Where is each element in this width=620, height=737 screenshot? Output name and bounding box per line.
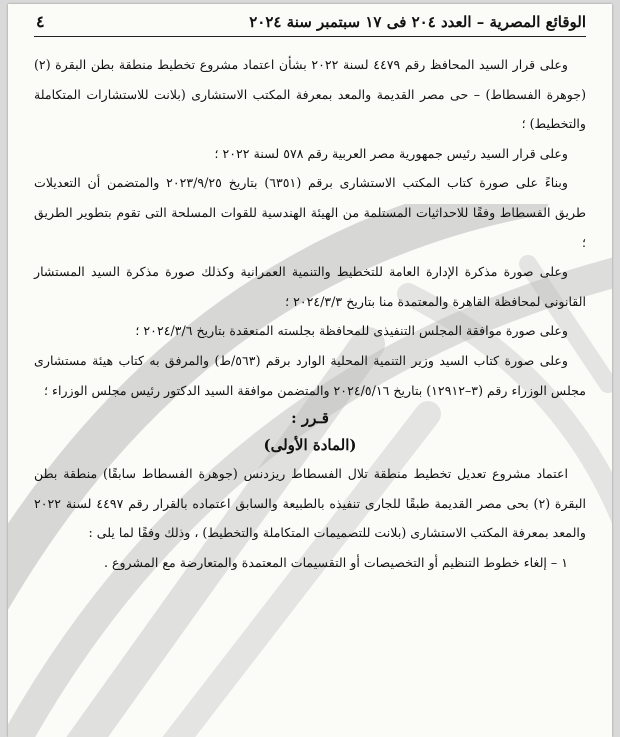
- preamble-paragraph: وبناءً على صورة كتاب المكتب الاستشارى برقم (٦٣٥١) بتاريخ ٢٠٢٣/٩/٢٥ والمتضمن أن التعديلات طريق الفسطاط وفقًا للاحداثيات المستلمة من الهيئة الهندسية للقوات المسلحة التى تقوم بتطوير الطريق ؛: [34, 175, 586, 250]
- document-body: [34, 50, 586, 578]
- article-paragraph: اعتماد مشروع تعديل تخطيط منطقة تلال الفسطاط ريزدنس (جوهرة الفسطاط سابقًا) منطقة بطن البقرة (٢) بحى مصر القديمة طبقًا للجارى تنفيذه بالطبيعة والسابق اعتماده بالقرار رقم ٤٤٩٧ لسنة ٢٠٢٢ والمعد بمعرفة المكتب الاستشارى (بلانت للتصميمات المتكاملة والتخطيط) ، وذلك وفقًا لما يلى :: [34, 466, 586, 541]
- gazette-title: الوقائع المصرية – العدد ٢٠٤ فى ١٧ سبتمبر سنة ٢٠٢٤: [249, 13, 586, 31]
- article-heading: (المادة الأولى): [263, 436, 357, 455]
- preamble-paragraph: وعلى صورة موافقة المجلس التنفيذى للمحافظة بجلسته المنعقدة بتاريخ ٢٠٢٤/٣/٦ ؛: [135, 323, 568, 339]
- page-header: [34, 10, 586, 37]
- preamble-paragraph: وعلى صورة مذكرة الإدارة العامة للتخطيط والتنمية العمرانية وكذلك صورة مذكرة السيد المستشار القانونى لمحافظة القاهرة والمعتمدة منا بتاريخ ٢٠٢٤/٣/٣ ؛: [34, 264, 586, 309]
- gazette-page: [8, 4, 612, 737]
- preamble-paragraph: وعلى قرار السيد رئيس جمهورية مصر العربية رقم ٥٧٨ لسنة ٢٠٢٢ ؛: [214, 145, 568, 161]
- article-item: ١ – إلغاء خطوط التنظيم أو التخصيصات أو التقسيمات المعتمدة والمتعارضة مع المشروع .: [103, 554, 568, 570]
- preamble-paragraph: وعلى قرار السيد المحافظ رقم ٤٤٧٩ لسنة ٢٠٢٢ بشأن اعتماد مشروع تخطيط منطقة بطن البقرة (٢) (جوهرة الفسطاط) – حى مصر القديمة والمعد بمعرفة المكتب الاستشارى (بلانت للاستشارات المتكاملة والتخطيط) ؛: [34, 57, 586, 132]
- decision-heading: قـرر :: [291, 409, 329, 428]
- page-number: ٤: [36, 12, 45, 31]
- preamble-paragraph: وعلى صورة كتاب السيد وزير التنمية المحلية الوارد برقم (٥٦٣/ط) والمرفق به كتاب هيئة مستشارى مجلس الوزراء رقم (٣–١٢٩١٢) بتاريخ ٢٠٢٤/٥/١٦ والمتضمن موافقة السيد الدكتور رئيس مجلس الوزراء ؛: [34, 352, 586, 398]
